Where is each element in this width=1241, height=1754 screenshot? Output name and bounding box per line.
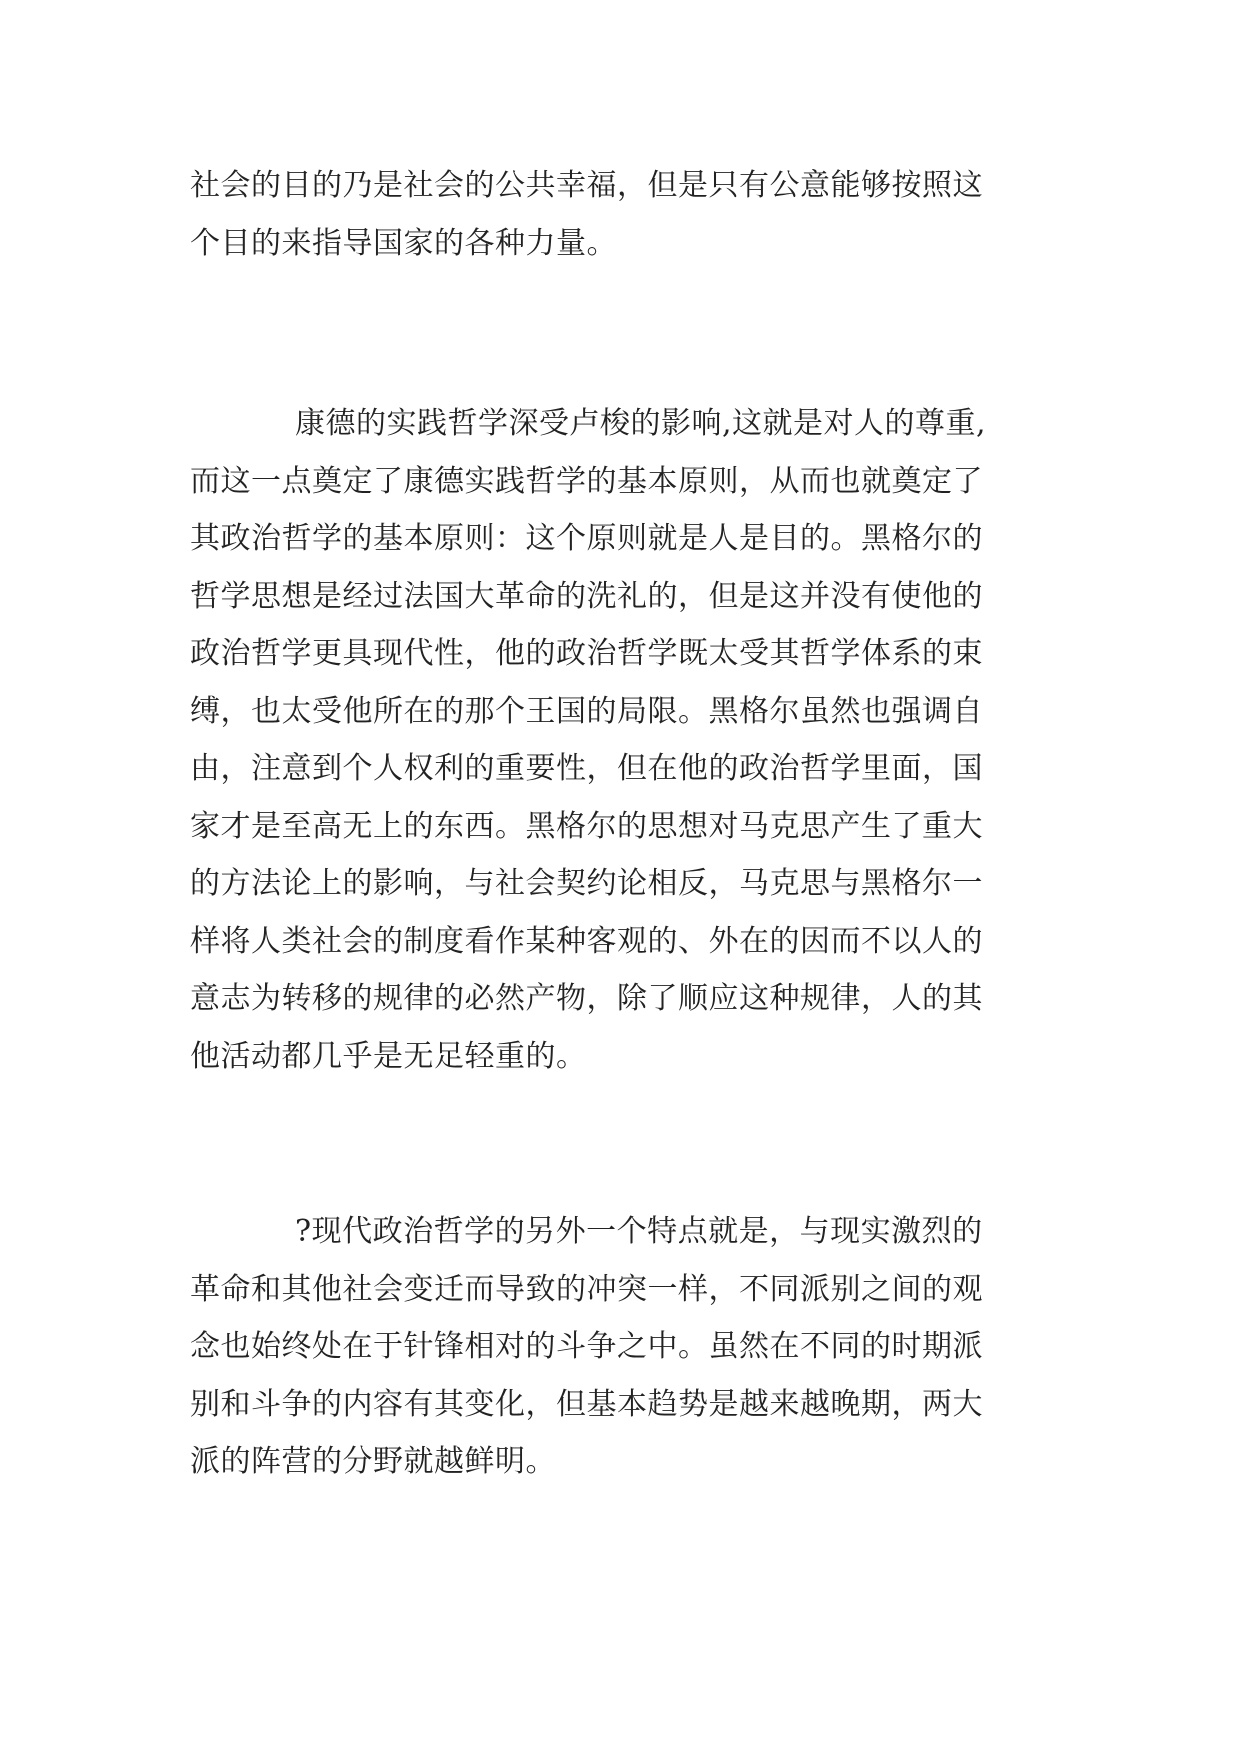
text-line: 由，注意到个人权利的重要性，但在他的政治哲学里面，国 xyxy=(190,751,983,786)
text-line: 康德的实践哲学深受卢梭的影响,这就是对人的尊重, xyxy=(295,406,987,441)
text-line: 哲学思想是经过法国大革命的洗礼的，但是这并没有使他的 xyxy=(190,578,983,614)
paragraph-2 xyxy=(190,395,1050,1085)
text-line: 样将人类社会的制度看作某种客观的、外在的因而不以人的 xyxy=(190,923,983,959)
text-line: 缚，也太受他所在的那个王国的局限。黑格尔虽然也强调自 xyxy=(190,693,983,729)
text-line: 社会的目的乃是社会的公共幸福，但是只有公意能够按照这 xyxy=(190,168,983,203)
text-line: 念也始终处在于针锋相对的斗争之中。虽然在不同的时期派 xyxy=(190,1329,983,1364)
text-line: 而这一点奠定了康德实践哲学的基本原则，从而也就奠定了 xyxy=(190,463,983,499)
text-line: ?现代政治哲学的另外一个特点就是，与现实激烈的 xyxy=(295,1214,983,1249)
text-line: 他活动都几乎是无足轻重的。 xyxy=(190,1038,587,1074)
text-line: 政治哲学更具现代性，他的政治哲学既太受其哲学体系的束 xyxy=(190,636,983,671)
text-line: 个目的来指导国家的各种力量。 xyxy=(190,225,617,261)
text-line: 其政治哲学的基本原则：这个原则就是人是目的。黑格尔的 xyxy=(190,521,983,556)
text-line: 派的阵营的分野就越鲜明。 xyxy=(190,1444,556,1479)
paragraph-3 xyxy=(190,1203,1050,1491)
text-line: 意志为转移的规律的必然产物，除了顺应这种规律，人的其 xyxy=(190,981,983,1016)
text-line: 的方法论上的影响，与社会契约论相反，马克思与黑格尔一 xyxy=(190,866,983,901)
text-line: 别和斗争的内容有其变化，但基本趋势是越来越晚期，两大 xyxy=(190,1386,983,1422)
text-line: 革命和其他社会变迁而导致的冲突一样，不同派别之间的观 xyxy=(190,1271,983,1307)
text-line: 家才是至高无上的东西。黑格尔的思想对马克思产生了重大 xyxy=(190,808,983,844)
paragraph-1 xyxy=(190,157,1050,272)
